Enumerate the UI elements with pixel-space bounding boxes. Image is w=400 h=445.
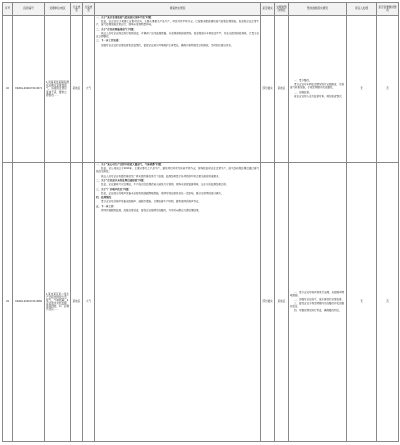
measure-item: 二、加强对企业废气、废水排放的日常监管。 bbox=[294, 297, 345, 301]
row-number: 32 bbox=[3, 16, 13, 163]
measure-item: 一、责令整改。 bbox=[294, 79, 312, 83]
content-paragraph: 一、关于“某企业排放废气造成居民身体不适”问题： bbox=[96, 16, 154, 19]
header-cell: 是否需要继续整改 bbox=[377, 3, 399, 16]
header-cell: 投诉编号 bbox=[13, 3, 45, 16]
measure-item: 责令企业对车间密闭情况进行全面排查，完善废气收集设施，于规定期限内完成整改。 bbox=[290, 83, 345, 90]
complaint-summary: 1.河南某县某镇有群众反映企业排放废气，造成附近居民身体不适，要求立即整改…… bbox=[45, 16, 71, 163]
content-paragraph: 经查，企业部分高噪声设备未采取有效减振降噪措施，夜间对周边居民存在一定影响，群众反映情况部分属实。 bbox=[101, 191, 224, 195]
handling-cell: 某地区 bbox=[275, 16, 289, 163]
measure-item: 将该企业列入重点监管对象，增加检查频次。 bbox=[294, 94, 345, 98]
content-paragraph: 加强对该企业的日常监管和巡查频次，督促企业落实环境保护主体责任，确保污染物稳定达标排放，及时回应群众诉求。 bbox=[101, 43, 234, 47]
content-paragraph: 三、关于“厂区噪声扰民”问题： bbox=[96, 187, 132, 191]
pollution-type: 大气 bbox=[83, 16, 95, 163]
investigation-content bbox=[95, 163, 261, 442]
rectification-measures bbox=[289, 163, 347, 442]
measure-item: 三、督促企业于规定期限内完成整改并报送整改报告。 bbox=[290, 302, 345, 309]
content-paragraph: 持续开展跟踪监测，加强日常巡查，督促企业按期完成整改，并及时向群众反馈处理结果。 bbox=[101, 208, 202, 212]
measure-item: 二、加强监管。 bbox=[294, 90, 312, 94]
content-paragraph: 一、关于“某公司生产过程中排放大量废气，气味刺鼻”问题： bbox=[96, 163, 164, 166]
complaint-summary: 1.某市某区某公司生产过程中排放大量废气，气味刺鼻；2.企业废水未经处理直接排放；3.厂区噪声扰民…… bbox=[45, 163, 71, 442]
verified-status: 部分属实 bbox=[261, 163, 275, 442]
region-cell: 某地区 bbox=[71, 163, 83, 442]
content-paragraph: 经查，该企业位于某镇工业集中区内，主要从事相关产品生产，项目环评手续齐全，已按要求配套建设废气收集处理设施。检查时企业正常生产，废气处理设施正常运行，现场未发现明显异味。 bbox=[96, 20, 259, 27]
rectification-measures bbox=[289, 16, 347, 163]
content-paragraph: 二、关于“企业废水未经处理直接排放”问题： bbox=[96, 178, 147, 182]
header-cell: 是否属实 bbox=[261, 3, 275, 16]
header-cell: 整改措施落实情况 bbox=[289, 3, 347, 16]
content-paragraph: 执法人员对企业有组织排放及厂界无组织排放进行了监测，监测结果显示各项指标均符合相关排放标准要求。 bbox=[101, 174, 222, 178]
header-cell: 责任人处理 bbox=[347, 3, 377, 16]
content-paragraph: 四、处理情况： bbox=[96, 196, 114, 200]
header-cell: 处理和整改情况 bbox=[275, 3, 289, 16]
complaint-table bbox=[2, 2, 399, 442]
pollution-type: 大气 bbox=[83, 163, 95, 442]
complaint-code: X320H-20210723-0084 bbox=[13, 163, 45, 442]
followup-cell: 否 bbox=[377, 163, 399, 442]
accountability-cell: 无 bbox=[347, 16, 377, 163]
header-cell: 污染类型 bbox=[83, 3, 95, 16]
content-paragraph: 二、关于“企业夜间偷排废气”问题： bbox=[96, 27, 137, 31]
content-paragraph: 责令企业对高噪声设备采取隔声、减振等措施，合理安排生产时间，避免夜间高噪声作业。 bbox=[101, 200, 202, 204]
header-cell: 行业类型 bbox=[71, 3, 83, 16]
measure-item: 四、对整改情况进行复查，确保整改到位。 bbox=[294, 309, 342, 313]
content-paragraph: 三、下一步工作安排： bbox=[96, 39, 122, 43]
row-number: 33 bbox=[3, 163, 13, 442]
investigation-content bbox=[95, 16, 261, 163]
header-cell: 调查核实情况 bbox=[95, 3, 261, 16]
complaint-table-sheet bbox=[2, 2, 398, 443]
accountability-cell: 无 bbox=[347, 163, 377, 442]
handling-cell: 某地区 bbox=[275, 163, 289, 442]
header-cell: 序号 bbox=[3, 3, 13, 16]
content-paragraph: 经查，企业建有污水处理站，生产废水经处理后接入园区污水管网，现场未发现直排现象，出水水质监测结果达标。 bbox=[101, 183, 229, 187]
measure-item: 一、责令企业对噪声源进行治理，采取隔声降噪措施。 bbox=[290, 290, 345, 297]
content-paragraph: 五、下一步工作： bbox=[96, 204, 117, 208]
table-row bbox=[3, 16, 399, 163]
complaint-code: X320H-20210723-0071 bbox=[13, 16, 45, 163]
table-header-row bbox=[3, 3, 399, 16]
verified-status: 部分属实 bbox=[261, 16, 275, 163]
table-row bbox=[3, 163, 399, 442]
region-cell: 某地区 bbox=[71, 16, 83, 163]
content-paragraph: 经查，该公司成立于2010年，主要从事化工产品生产，建设项目环评及验收手续齐全，现场检查时企业正常生产，废气经收集处理后通过排气筒高空排放。 bbox=[96, 167, 259, 174]
followup-cell: 否 bbox=[377, 16, 399, 163]
content-paragraph: 执法人员对企业周边进行夜间巡查，并调阅了在线监测数据，未发现超标排放情况。但发现部分车间密闭不严，存在无组织排放现象，已责令企业立即整改。 bbox=[96, 31, 259, 39]
header-cell: 受理单位/地区 bbox=[45, 3, 71, 16]
